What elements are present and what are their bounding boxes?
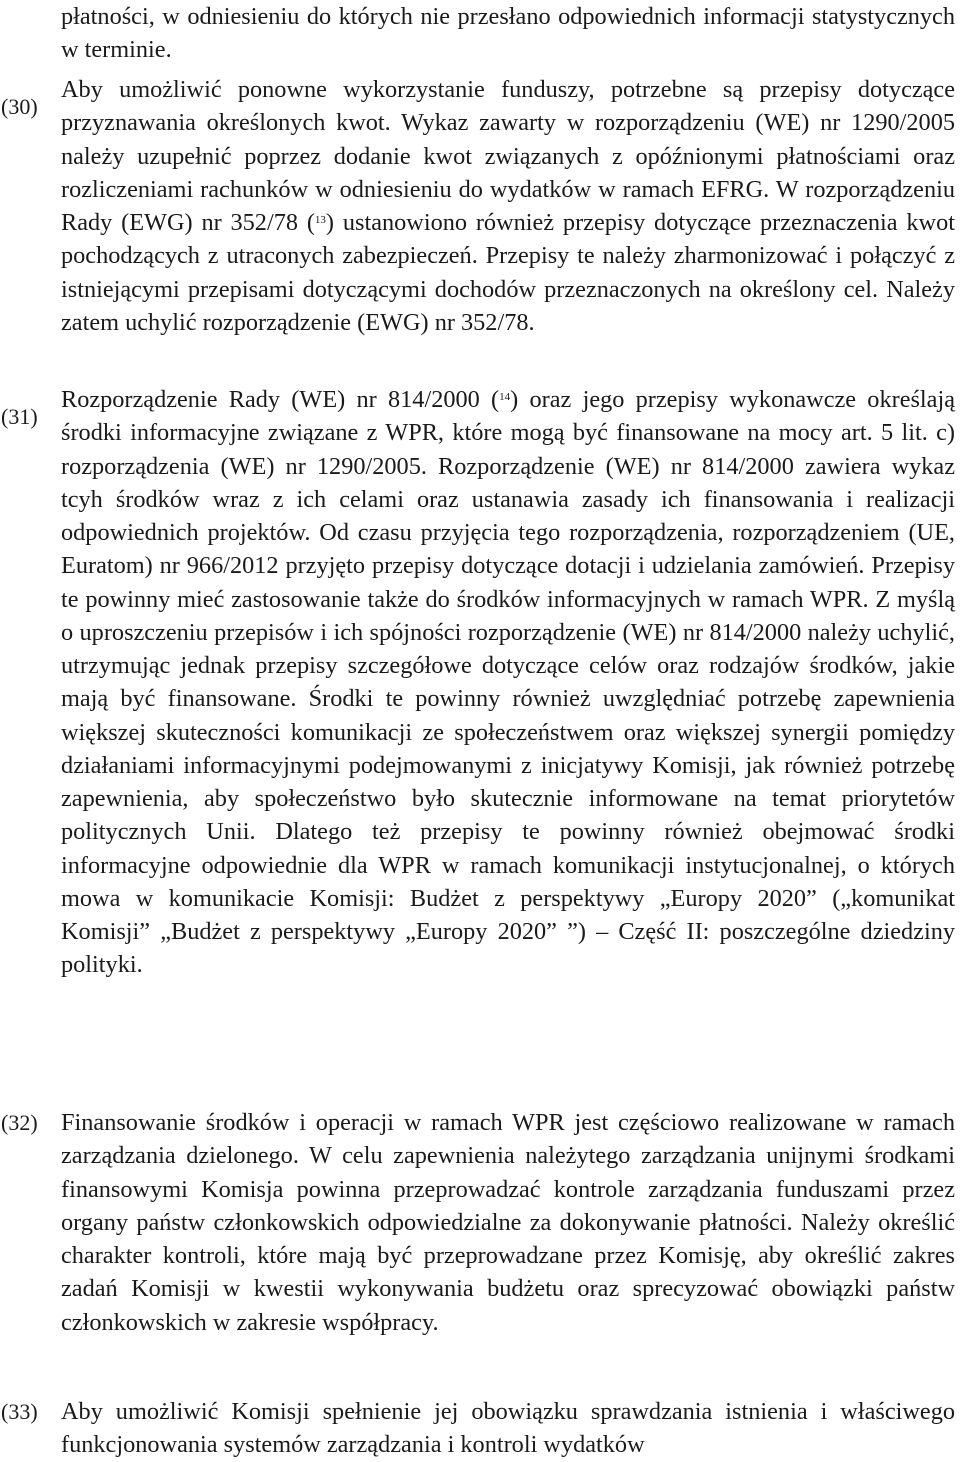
text-part: Aby umożliwić ponowne wykorzystanie funduszy, potrzebne są przepisy dotyczące przyznawania określonych kwot. Wykaz zawarty w rozporządzeniu (WE) nr 1290/2005 należy uzupełnić poprzez dodanie kwot związanych z opóźnionymi płatnościami oraz rozliczeniami rachunków w odniesieniu do wydatków w ramach EFRG. W rozporządzeniu Rady (EWG) nr 352/78 (	[61, 76, 955, 236]
paragraph-number: (32)	[1, 1110, 38, 1135]
paragraph-number: (33)	[1, 1399, 38, 1424]
paragraph-number: (31)	[1, 404, 38, 429]
paragraph-text	[61, 73, 955, 339]
paragraph-text: Finansowanie środków i operacji w ramach WPR jest częściowo realizowane w ramach zarządzania dzielonego. W celu zapewnienia należytego zarządzania unijnymi środkami finansowymi Komisja powinna przeprowadzać kontrole zarządzania funduszami przez organy państw członkowskich odpowiedzialne za dokonywanie płatności. Należy określić charakter kontroli, które mają być przeprowadzane przez Komisję, aby określić zakres zadań Komisji w kwestii wykonywania budżetu oraz sprecyzować obowiązki państw członkowskich w zakresie współpracy.	[61, 1109, 955, 1336]
footnote-ref[interactable]: 13	[314, 214, 326, 226]
paragraph-text: płatności, w odniesieniu do których nie przesłano odpowiednich informacji statystycznych w terminie.	[61, 3, 955, 64]
footnote-ref[interactable]: 14	[499, 391, 511, 403]
paragraph-text: Aby umożliwić Komisji spełnienie jej obowiązku sprawdzania istnienia i właściwego funkcjonowania systemów zarządzania i kontroli wydatków	[61, 1398, 955, 1459]
text-part: Rozporządzenie Rady (WE) nr 814/2000 (	[61, 386, 500, 413]
paragraph-number: (30)	[1, 94, 38, 119]
text-part: ) ustanowiono również przepisy dotyczące przeznaczenia kwot pochodzących z utraconych zabezpieczeń. Przepisy te należy zharmonizować i połączyć z istniejącymi przepisami dotyczącymi dochodów przeznaczonych na określony cel. Należy zatem uchylić rozporządzenie (EWG) nr 352/78.	[61, 209, 955, 336]
text-part: ) oraz jego przepisy wykonawcze określają środki informacyjne związane z WPR, które mogą być finansowane na mocy art. 5 lit. c) rozporządzenia (WE) nr 1290/2005. Rozporządzenie (WE) nr 814/2000 zawiera wykaz tcyh środków wraz z ich celami oraz ustanawia zasady ich finansowania i realizacji odpowiednich projektów. Od czasu przyjęcia tego rozporządzenia, rozporządzeniem (UE, Euratom) nr 966/2012 przyjęto przepisy dotyczące dotacji i udzielania zamówień. Przepisy te powinny mieć zastosowanie także do środków informacyjnych w ramach WPR. Z myślą o uproszczeniu przepisów i ich spójności rozporządzenie (WE) nr 814/2000 należy uchylić, utrzymując jednak przepisy szczegółowe dotyczące celów oraz rodzajów środków, jakie mają być finansowane. Środki te powinny również uwzględniać potrzebę zapewnienia większej skuteczności komunikacji ze społeczeństwem oraz większej synergii pomiędzy działaniami informacyjnymi podejmowanymi z inicjatywy Komisji, jak również potrzebę zapewnienia, aby społeczeństwo było skutecznie informowane na temat priorytetów politycznych Unii. Dlatego też przepisy te powinny również obejmować środki informacyjne odpowiednie dla WPR w ramach komunikacji instytucjonalnej, o których mowa w komunikacie Komisji: Budżet z perspektywy „Europy 2020” („komunikat Komisji” „Budżet z perspektywy „Europy 2020” ”) – Część II: poszczególne dziedziny polityki.	[61, 386, 956, 979]
paragraph-text	[61, 383, 955, 982]
